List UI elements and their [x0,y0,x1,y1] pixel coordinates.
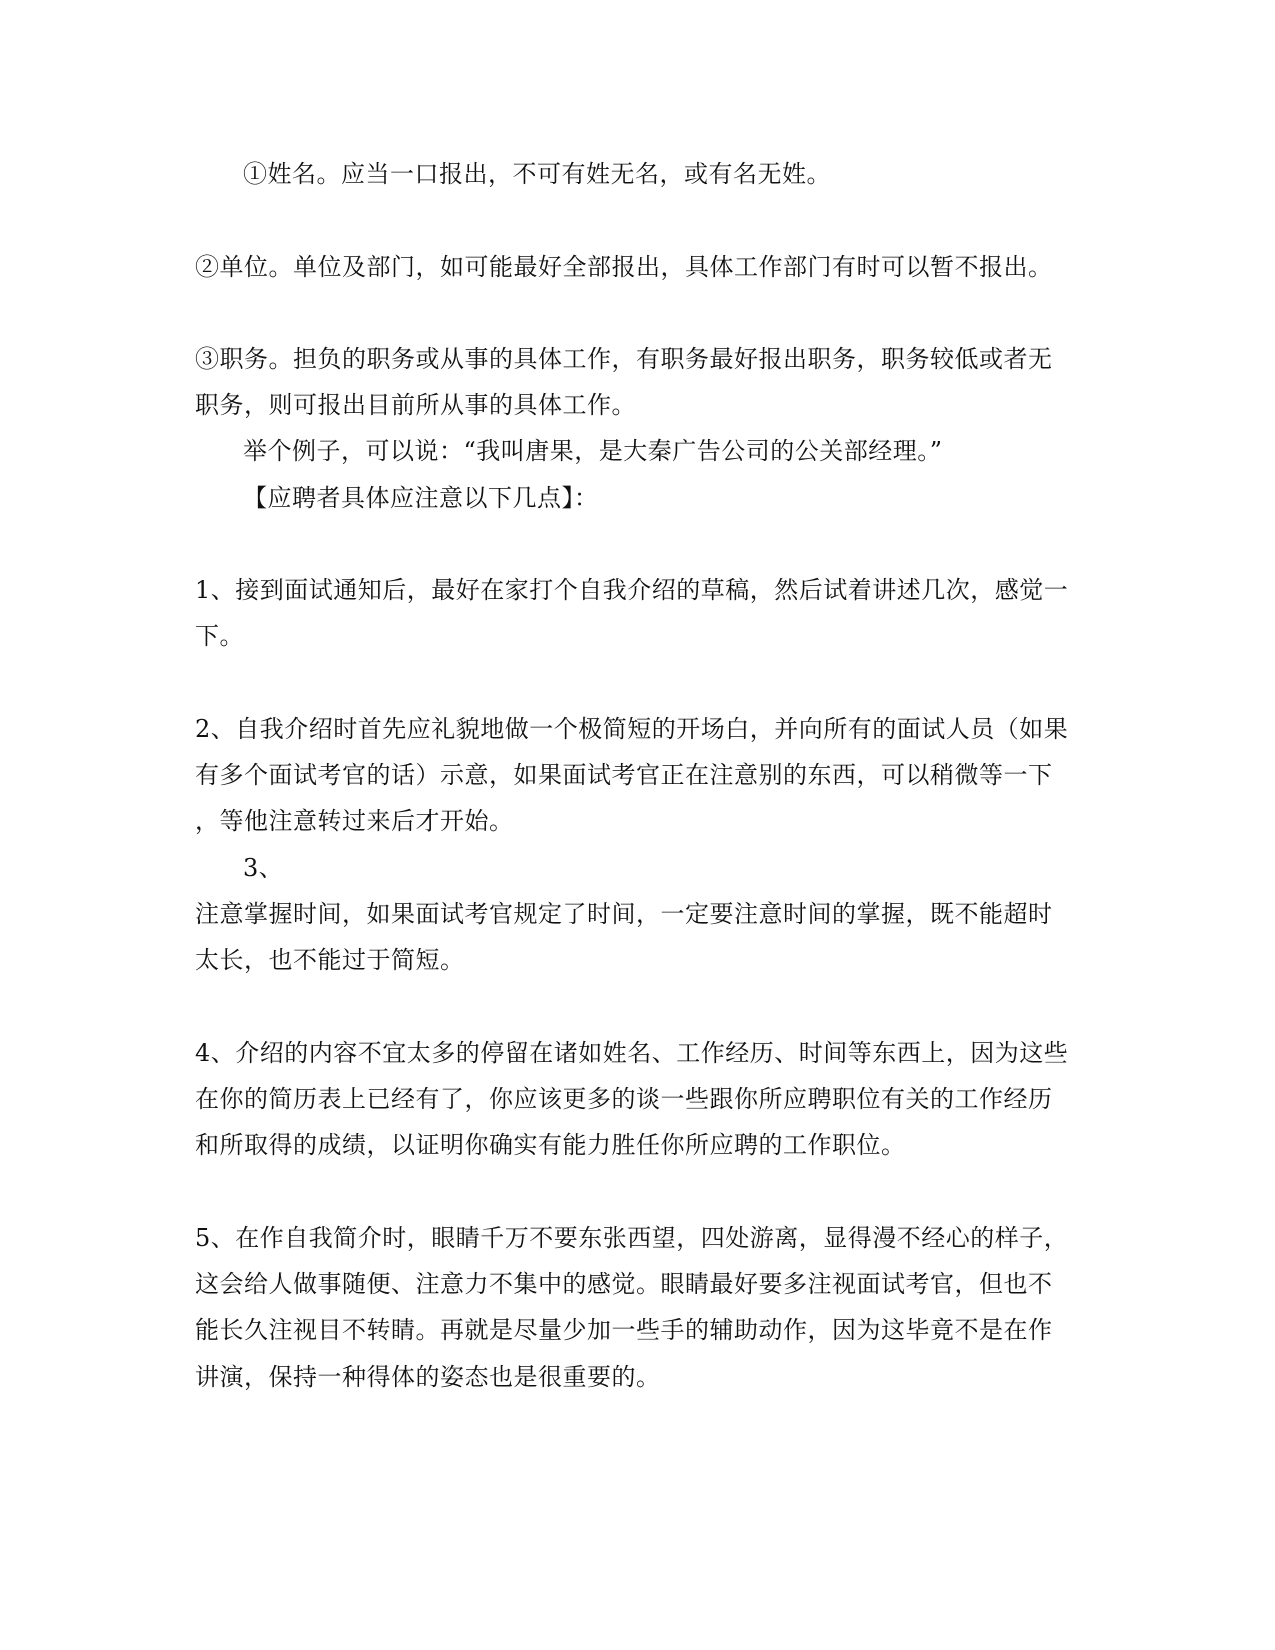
point-2-line-2: 有多个面试考官的话）示意，如果面试考官正在注意别的东西，可以稍微等一下 [195,761,1053,789]
point-5-line-3: 能长久注视目不转睛。再就是尽量少加一些手的辅助动作，因为这毕竟不是在作 [195,1316,1053,1344]
item-name-line: ①姓名。应当一口报出，不可有姓无名，或有名无姓。 [243,160,831,188]
point-4-line-2: 在你的简历表上已经有了，你应该更多的谈一些跟你所应聘职位有关的工作经历 [195,1085,1053,1113]
point-3-number: 3、 [243,854,284,882]
point-1-line-1: 1、接到面试通知后，最好在家打个自我介绍的草稿，然后试着讲述几次，感觉一 [195,576,1069,604]
item-position-line-2: 职务，则可报出目前所从事的具体工作。 [195,391,636,419]
point-2-line-3: ，等他注意转过来后才开始。 [195,807,514,835]
point-5-line-2: 这会给人做事随便、注意力不集中的感觉。眼睛最好要多注视面试考官，但也不 [195,1270,1053,1298]
point-4-line-3: 和所取得的成绩，以证明你确实有能力胜任你所应聘的工作职位。 [195,1131,906,1159]
point-1-line-2: 下。 [195,622,244,650]
point-5-line-1: 5、在作自我简介时，眼睛千万不要东张西望，四处游离，显得漫不经心的样子， [195,1224,1069,1252]
point-4-line-1: 4、介绍的内容不宜太多的停留在诸如姓名、工作经历、时间等东西上，因为这些 [195,1039,1069,1067]
item-position-line-1: ③职务。担负的职务或从事的具体工作，有职务最好报出职务，职务较低或者无 [195,345,1053,373]
item-unit-line: ②单位。单位及部门，如可能最好全部报出，具体工作部门有时可以暂不报出。 [195,253,1053,281]
point-3-line-1: 注意掌握时间，如果面试考官规定了时间，一定要注意时间的掌握，既不能超时 [195,900,1053,928]
point-3-line-2: 太长，也不能过于简短。 [195,946,465,974]
section-heading: 【应聘者具体应注意以下几点】： [243,484,599,512]
example-line: 举个例子，可以说：“我叫唐果，是大秦广告公司的公关部经理。” [243,437,943,465]
point-2-line-1: 2、自我介绍时首先应礼貌地做一个极简短的开场白，并向所有的面试人员（如果 [195,715,1069,743]
point-5-line-4: 讲演，保持一种得体的姿态也是很重要的。 [195,1363,661,1391]
